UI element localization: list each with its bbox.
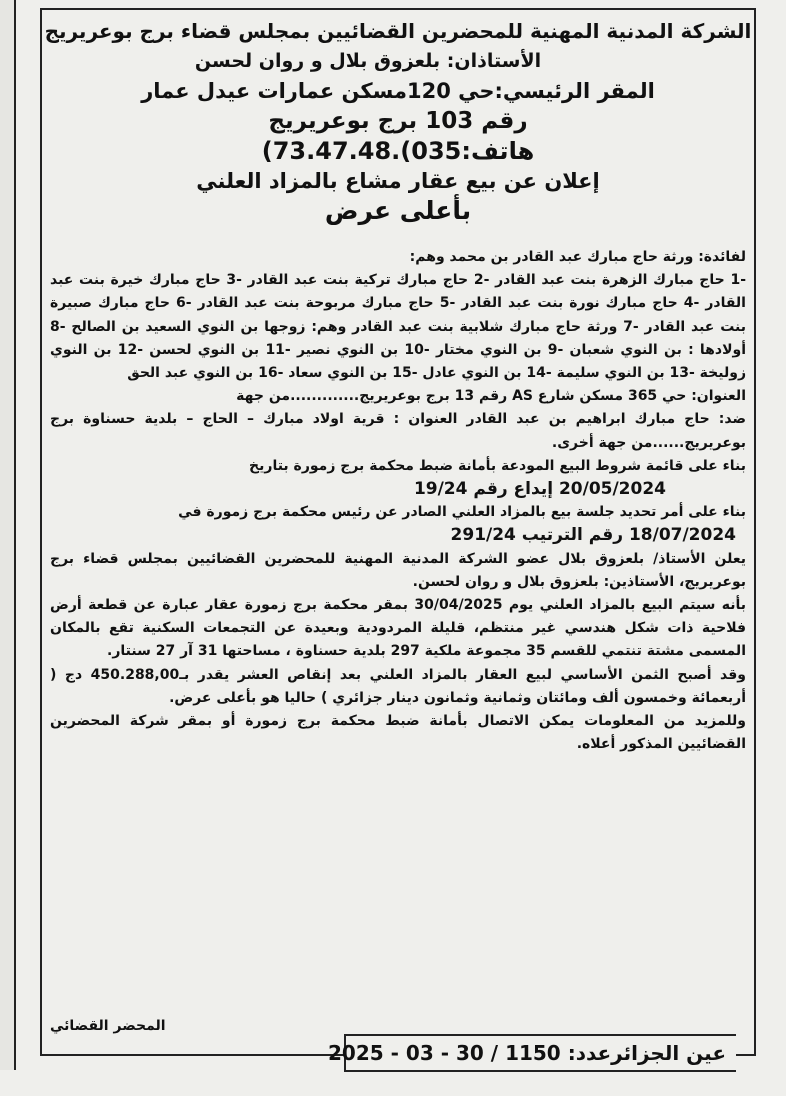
beneficiary-paragraph: لفائدة: ورثة حاج مبارك عبد القادر بن محمد وهم: xyxy=(409,249,746,265)
announcement-header xyxy=(42,10,754,226)
court-order-paragraph: بناء على أمر تحديد جلسة بيع بالمزاد العلني الصادر عن رئيس محكمة برج زمورة في xyxy=(178,504,746,521)
deposit-date-line: 20/05/2024 إيداع رقم 19/24 xyxy=(413,479,666,500)
signature: المحضر القضائي xyxy=(50,1018,166,1034)
office-number-city: رقم 103 برج بوعريريج xyxy=(268,108,528,134)
sale-conditions-paragraph: بناء على قائمة شروط البيع المودعة بأمانة ضبط محكمة برج زمورة بتاريخ xyxy=(249,457,746,474)
order-date-line: 18/07/2024 رقم الترتيب 291/24 xyxy=(450,525,736,546)
heirs-list-paragraph: -1 حاج مبارك الزهرة بنت عبد القادر -2 حاج مبارك تركية بنت عبد القادر -3 حاج مبارك خيرة بنت عبد القادر -4 حاج مبارك نورة بنت عبد القادر -5 حاج مبارك مربوحة بنت عبد القادر -6 حاج مبارك صبيرة بنت عبد القادر -7 ورثة حاج مبارك شلابية بنت عبد القادر وهم: زوجها بن النوي السعيد بن الصالح -8 أولادها : بن النوي شعبان -9 بن النوي مختار -10 بن النوي نصير -11 بن النوي لحسن -12 بن النوي زوليخة -13 بن النوي سليمة -14 بن النوي عادل -15 بن النوي سعاد -16 بن النوي عبد الحق xyxy=(50,272,746,382)
base-price-paragraph: وقد أصبح الثمن الأساسي لبيع العقار بالمزاد العلني بعد إنقاص العشر يقدر بـ450.288,00 دج ( أربعمائة وخمسون ألف ومائتان وثمانية وثمانون دينار جزائري ) حاليا هو بأعلى عرض. xyxy=(50,666,747,706)
newspaper-issue-footer: عين الجزائرعدد: 1150 / 30 - 03 - 2025 xyxy=(344,1034,736,1072)
announcement-body xyxy=(42,226,754,756)
announcement-subtitle: بأعلى عرض xyxy=(324,196,472,225)
bailiffs-names: الأستاذان: بلعزوق بلال و روان لحسن xyxy=(194,50,542,72)
announcement-title: إعلان عن بيع عقار مشاع بالمزاد العلني xyxy=(196,169,600,193)
company-name: الشركة المدنية المهنية للمحضرين القضائيين بمجلس قضاء برج بوعريريج xyxy=(44,19,752,43)
opponent-paragraph: ضد: حاج مبارك ابراهيم بن عبد القادر العنوان : قرية اولاد مبارك – الحاج – بلدية حسناوة برج بوعريريج......من جهة أخرى. xyxy=(50,411,746,451)
adjacent-column-edge xyxy=(0,0,16,1070)
property-description: بأنه سيتم البيع بالمزاد العلني يوم 30/04/2025 بمقر محكمة برج زمورة عقار عبارة عن قطعة أرض فلاحية ذات شكل هندسي غير منتظم، قليلة المردودية وبعيدة عن التجمعات السكنية تقع بالمكان المسمى مشتة تنتمي للقسم 35 مجموعة ملكية 297 بلدية حسناوة ، مساحتها 31 آر 27 سنتار. xyxy=(50,597,746,660)
beneficiary-address: العنوان: حي 365 مسكن شارع AS رقم 13 برج بوعريريج.............من جهة xyxy=(236,388,746,405)
head-office-address: المقر الرئيسي:حي 120مسكن عمارات عيدل عمار xyxy=(141,79,655,103)
phone-number: هاتف:035).73.47.48) xyxy=(261,137,535,165)
announcement-frame xyxy=(40,8,756,1056)
bailiff-declaration: يعلن الأستاذ/ بلعزوق بلال عضو الشركة المدنية المهنية للمحضرين القضائيين بمجلس قضاء برج بوعريريج، الأستاذين: بلعزوق بلال و روان لحسن. xyxy=(50,550,746,590)
contact-info-paragraph: وللمزيد من المعلومات يمكن الاتصال بأمانة ضبط محكمة برج زمورة أو بمقر شركة المحضرين القضائيين المذكور أعلاه. xyxy=(50,713,746,753)
